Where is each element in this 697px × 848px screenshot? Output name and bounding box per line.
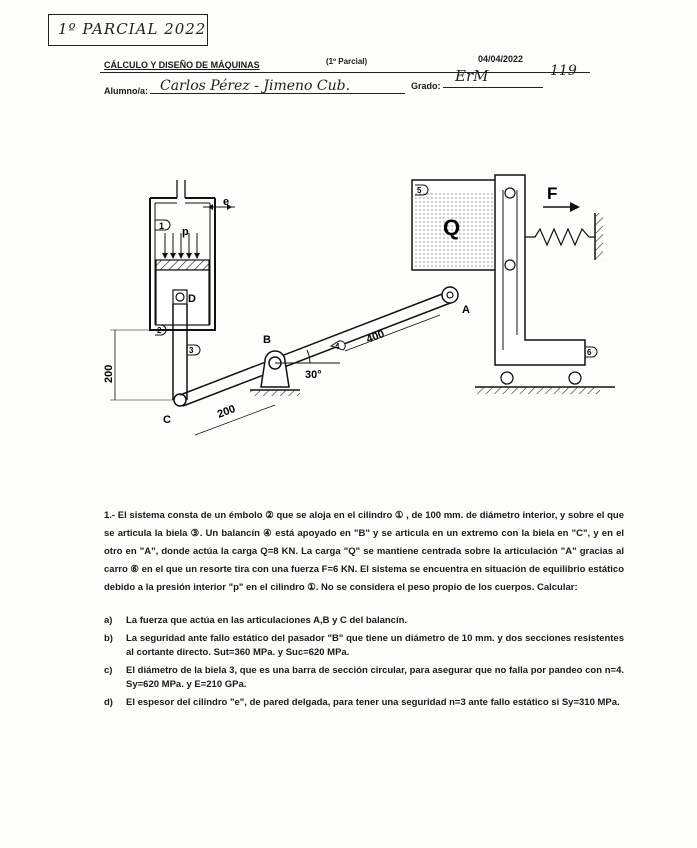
label-box-number: 5: [417, 186, 422, 195]
spring: [525, 202, 603, 260]
question-text: La fuerza que actúa en las articulaciones A,B y C del balancín.: [126, 615, 408, 626]
degree-label: Grado:: [411, 81, 441, 91]
label-load-q: Q: [443, 215, 461, 240]
label-force-f: F: [547, 184, 558, 203]
label-cart-number: 6: [587, 348, 592, 357]
degree-rule: [443, 87, 543, 88]
label-angle: 30°: [305, 369, 322, 381]
question-letter: c): [104, 665, 113, 676]
label-cylinder-number: 2: [157, 326, 162, 335]
label-dim-400-arm: 400: [364, 328, 387, 346]
label-joint-d: D: [188, 293, 196, 305]
label-balancin-number: 4: [335, 342, 340, 351]
cart-6: [475, 175, 615, 394]
problem-statement: 1.- El sistema consta de un émbolo ② que se aloja en el cilindro ① , de 100 mm. de diámetro interior, y sobre el que se articula la biela ③. Un balancín ④ está apoyado en "B" y se articula en un extremo con la biela en "C", y en el otro en "A", donde actúa la carga Q=8 KN. La carga "Q" se mantiene centrada sobre la articulación "A" gracias al carro ⑥ en el que un resorte tira con una fuerza F=6 KN. El sistema se encuentra en situación de equilibrio estático debido a la presión interior "p" en el cilindro ①. No se considera el peso propio de los cuerpos. Calcular:: [104, 510, 624, 593]
partial-label: (1º Parcial): [326, 57, 368, 66]
exam-stamp-text: 1º PARCIAL 2022: [58, 20, 207, 38]
label-pressure: p: [182, 226, 189, 238]
question-text: El diámetro de la biela 3, que es una barra de sección circular, para asegurar que no falla por pandeo con n=4. Sy=620 MPa. y E=210 GPa.: [126, 665, 624, 690]
label-rod-number: 3: [189, 346, 194, 355]
label-dim-200-vertical: 200: [103, 364, 115, 383]
course-title: CÁLCULO Y DISEÑO DE MÁQUINAS: [104, 60, 260, 70]
question-item: [104, 632, 624, 660]
label-point-c: C: [163, 414, 171, 426]
question-text: El espesor del cilindro "e", de pared delgada, para tener una seguridad n=3 ante fallo estático si Sy=310 MPa.: [126, 697, 620, 708]
question-letter: a): [104, 615, 113, 626]
question-item: [104, 664, 624, 692]
header-rule: [100, 72, 590, 73]
label-dim-200-arm: 200: [215, 403, 238, 421]
student-label: Alumno/a:: [104, 86, 148, 96]
label-thickness: e: [223, 196, 230, 208]
mechanism-diagram: [95, 165, 615, 455]
label-point-a: A: [462, 304, 470, 316]
question-item: [104, 614, 624, 628]
question-list: [104, 614, 624, 714]
question-letter: d): [104, 697, 113, 708]
student-name-rule: [150, 93, 405, 94]
student-name: Carlos Pérez - Jimeno Cub.: [160, 78, 351, 94]
label-point-b: B: [263, 334, 271, 346]
handwritten-mark: 119: [550, 63, 577, 79]
exam-date: 04/04/2022: [478, 54, 524, 64]
question-item: [104, 696, 624, 710]
label-piston-number: 1: [159, 221, 165, 231]
question-letter: b): [104, 633, 113, 644]
degree-value: ErM: [455, 67, 489, 85]
question-text: La seguridad ante fallo estático del pasador "B" que tiene un diámetro de 10 mm. y dos secciones resistentes al cortante directo. Sut=360 MPa. y Suc=620 MPa.: [126, 633, 624, 658]
